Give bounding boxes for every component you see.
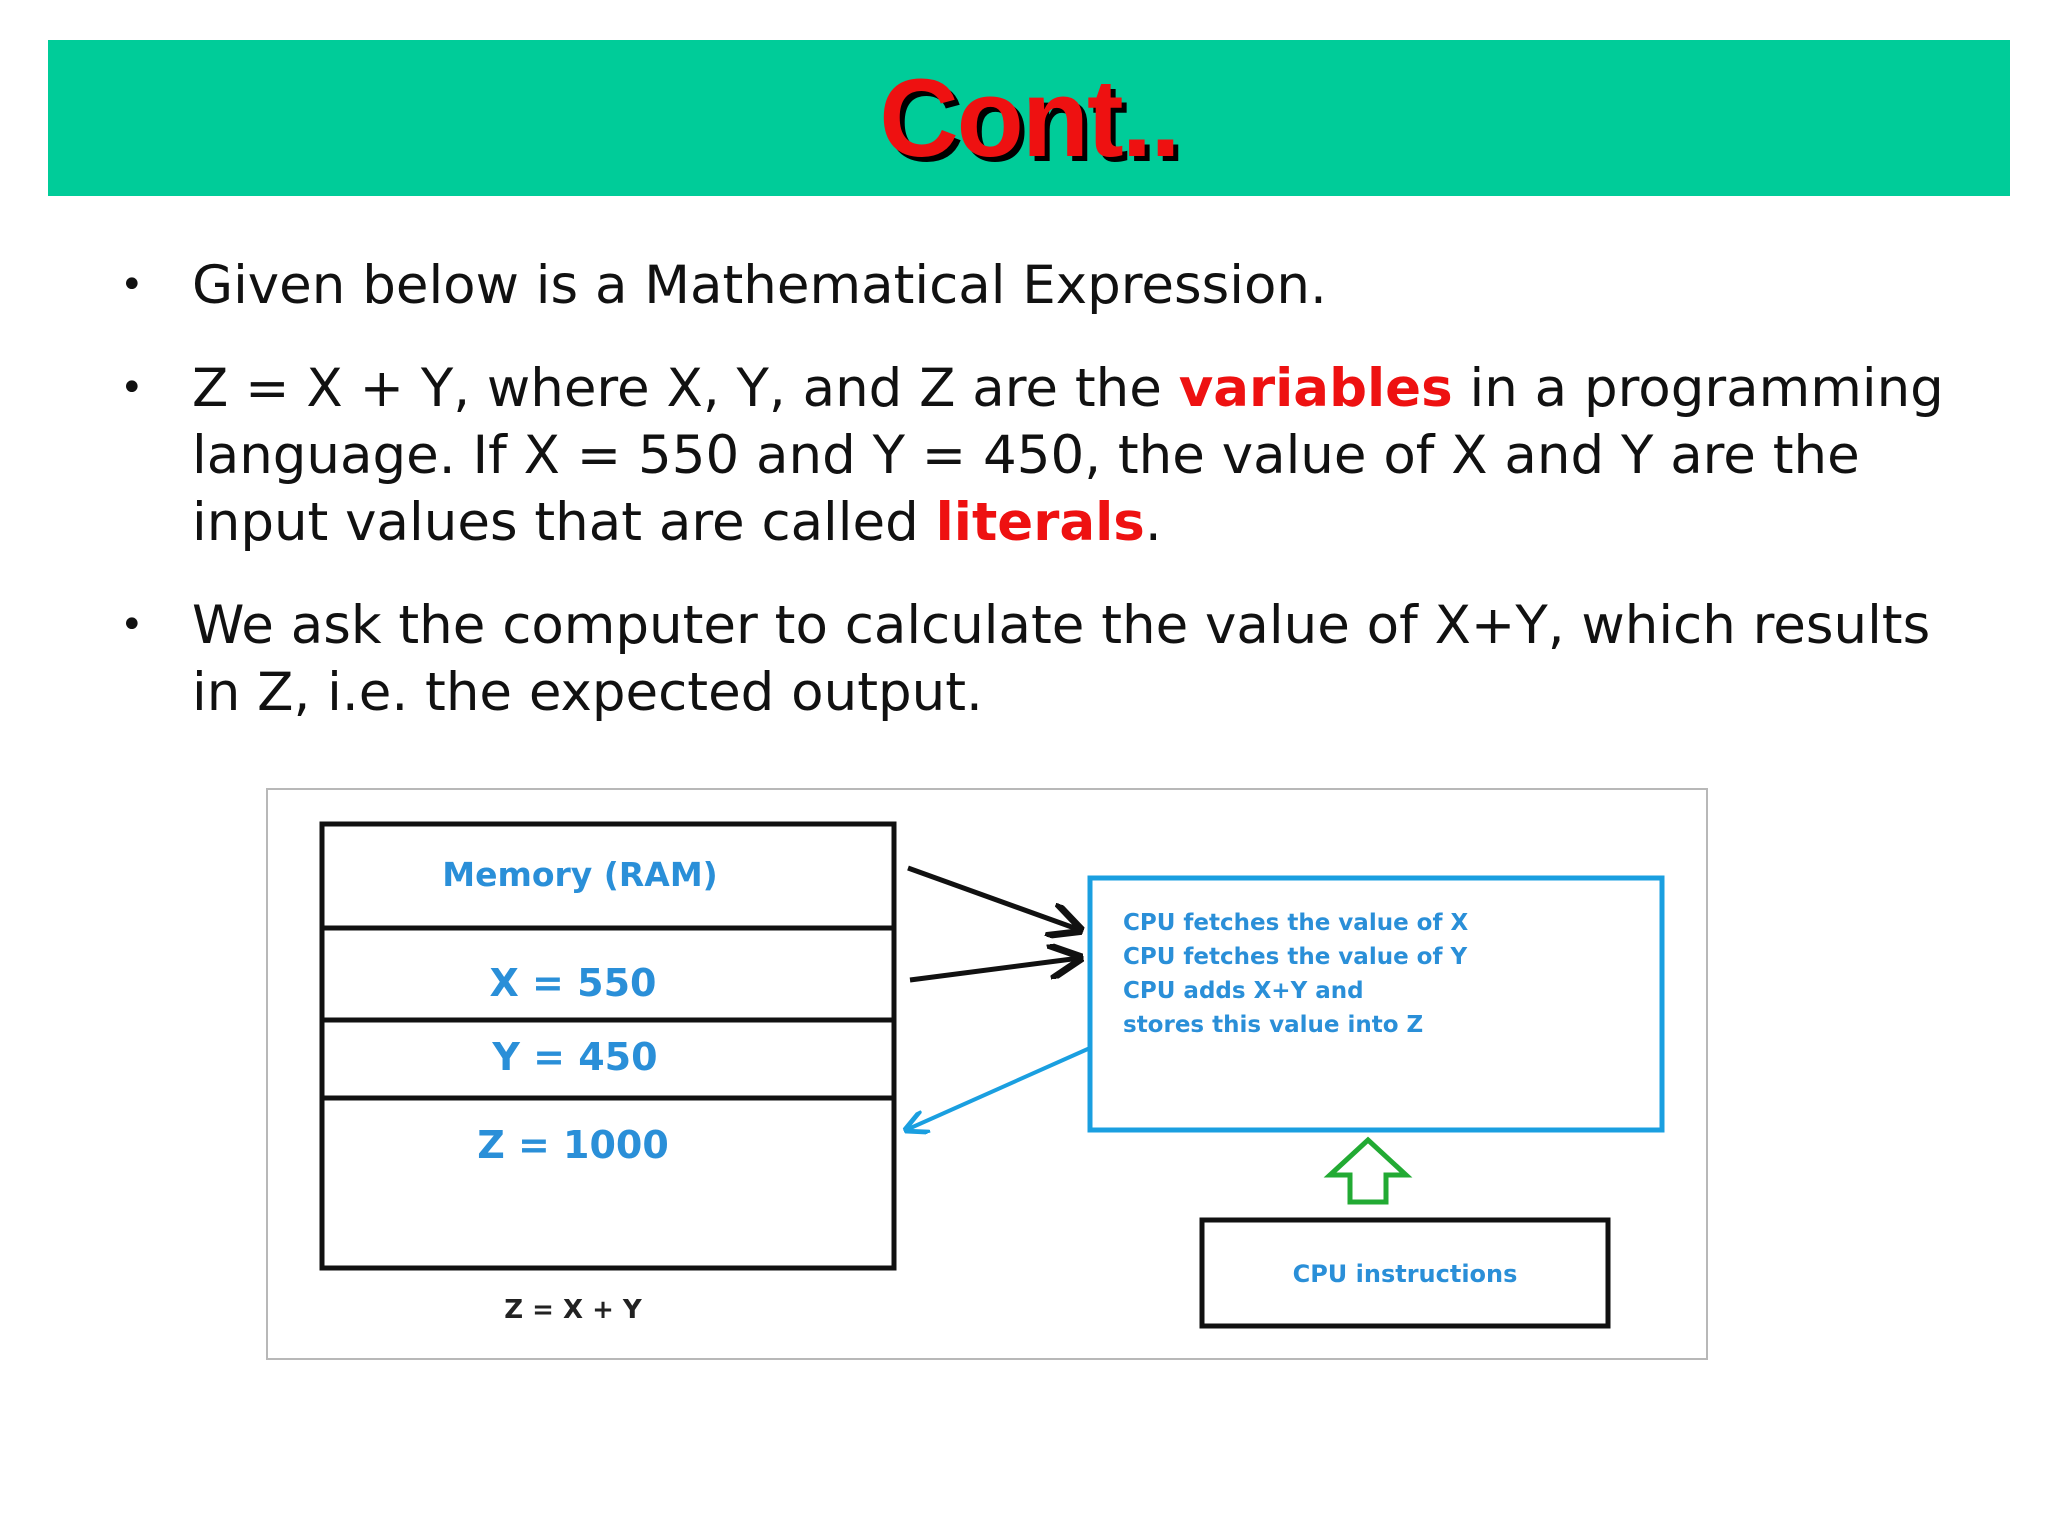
bullet-text: . <box>1144 492 1162 553</box>
title-bar <box>48 40 2010 196</box>
y-cell: Y = 450 <box>492 1035 658 1079</box>
diagram-canvas <box>268 790 1706 1358</box>
z-cell: Z = 1000 <box>477 1123 669 1167</box>
bullet-dot-icon: • <box>120 365 144 411</box>
bullet-dot-icon: • <box>120 602 144 648</box>
store-z-arrow-icon <box>906 1048 1090 1130</box>
cpu-line: CPU adds X+Y and <box>1123 978 1364 1004</box>
expression-caption: Z = X + Y <box>504 1295 642 1325</box>
highlight-term: literals <box>935 492 1145 553</box>
cpu-instructions-label: CPU instructions <box>1292 1260 1518 1288</box>
bullet-text: Z = X + Y, where X, Y, and Z are the <box>192 358 1179 419</box>
highlight-term: variables <box>1178 358 1453 419</box>
slide-title: Cont.. <box>879 56 1179 180</box>
memory-label: Memory (RAM) <box>442 855 718 894</box>
bullet-text: We ask the computer to calculate the value of X+Y, which results in Z, i.e. the expected output. <box>192 595 1931 723</box>
x-cell: X = 550 <box>489 961 657 1005</box>
memory-cpu-diagram <box>266 788 1708 1360</box>
bullet-dot-icon: • <box>120 262 144 308</box>
bullet-text: in a programming language. If X = 550 and Y = 450, the value of X and Y are the input values that are called <box>192 358 1944 553</box>
fetch-x-arrow-icon <box>908 868 1080 930</box>
fetch-y-arrow-icon <box>910 958 1080 980</box>
bullet-item <box>120 252 1950 319</box>
bullet-list <box>120 252 1950 762</box>
up-arrow-icon <box>1330 1140 1406 1202</box>
cpu-line: CPU fetches the value of X <box>1123 910 1469 936</box>
cpu-line: stores this value into Z <box>1123 1012 1424 1038</box>
cpu-line: CPU fetches the value of Y <box>1123 944 1468 970</box>
bullet-item <box>120 355 1950 556</box>
bullet-text: Given below is a Mathematical Expression. <box>192 255 1327 316</box>
bullet-item <box>120 592 1950 726</box>
